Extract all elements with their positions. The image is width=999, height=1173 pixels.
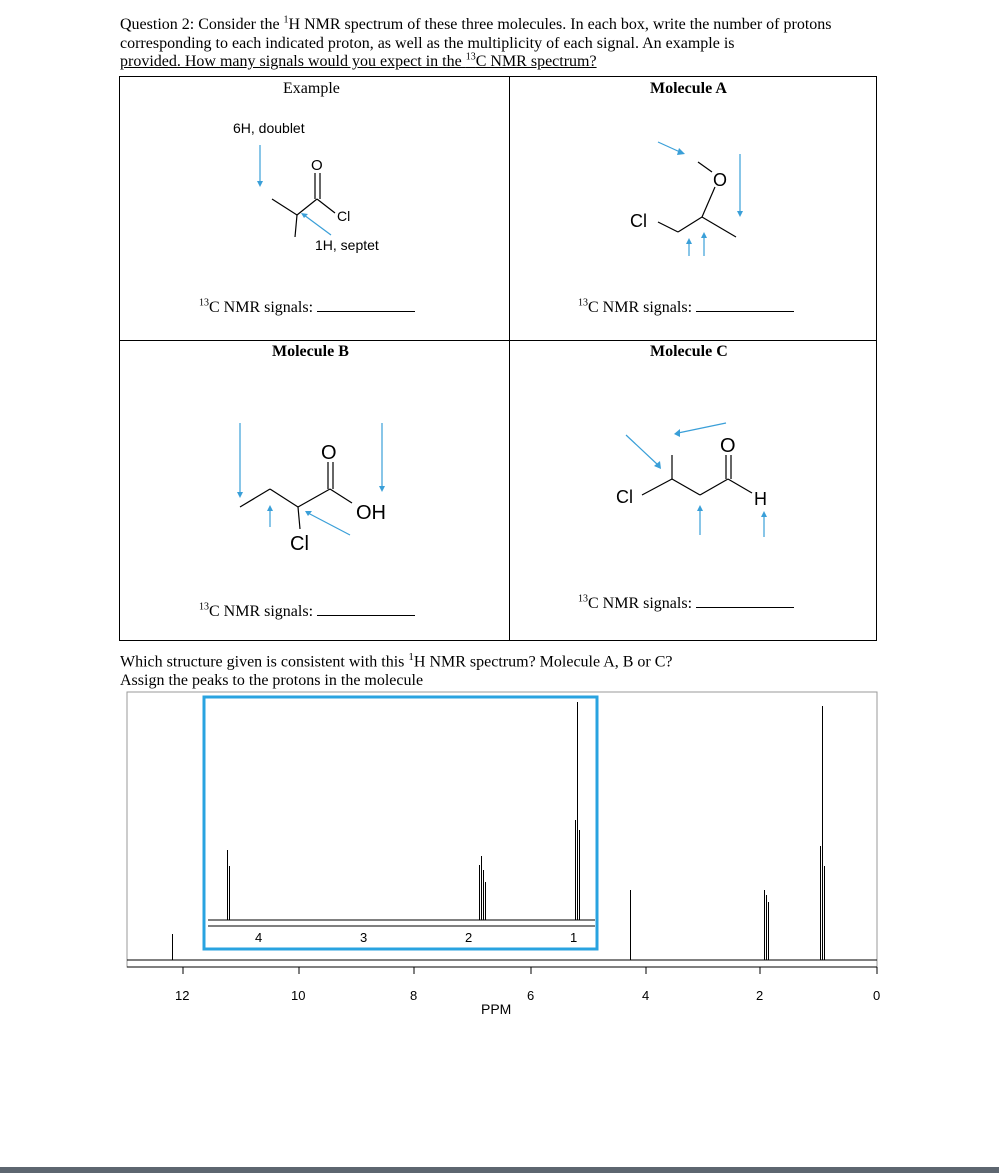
molecule-b-arrow-3 bbox=[308, 513, 350, 535]
main-tick-label: 6 bbox=[527, 988, 535, 1003]
main-tick-label: 4 bbox=[642, 988, 650, 1003]
molecule-a-atom-o: O bbox=[713, 170, 728, 190]
inset-tick-label: 1 bbox=[570, 930, 578, 945]
molecule-c-signals: $^{13}$C NMR signals: bbox=[578, 595, 794, 613]
spectrum-xlabel: PPM bbox=[481, 1001, 512, 1017]
peak-12ppm bbox=[169, 934, 173, 960]
example-molecule bbox=[220, 117, 420, 257]
molecule-b-signals: $^{13}$C NMR signals: bbox=[199, 603, 415, 621]
main-tick-label: 8 bbox=[410, 988, 418, 1003]
molecule-a-structure bbox=[600, 132, 800, 272]
molecule-a-arrow-1 bbox=[658, 142, 680, 152]
inset-peak-1ppm bbox=[574, 702, 580, 920]
example-label-top: 6H, doublet bbox=[233, 120, 305, 136]
main-tick-label: 0 bbox=[873, 988, 881, 1003]
peak-1ppm bbox=[819, 706, 825, 960]
inset-peak-2ppm bbox=[478, 856, 486, 920]
molecule-a-atom-cl: Cl bbox=[630, 211, 647, 231]
molecule-b-structure bbox=[220, 407, 440, 567]
main-tick-label: 12 bbox=[175, 988, 190, 1003]
molecule-c-title: Molecule C bbox=[650, 343, 728, 360]
inset-tick-label: 4 bbox=[255, 930, 263, 945]
molecule-c-signals-blank[interactable] bbox=[696, 595, 794, 608]
molecule-c-structure bbox=[600, 407, 840, 567]
example-signals: $^{13}$C NMR signals: bbox=[199, 299, 415, 317]
inset-tick-label: 2 bbox=[465, 930, 473, 945]
molecule-b-atom-o: O bbox=[321, 442, 337, 464]
molecule-grid bbox=[119, 76, 877, 641]
molecule-c-atom-cl: Cl bbox=[616, 487, 633, 507]
peak-2ppm bbox=[763, 890, 769, 960]
bottom-bar bbox=[0, 1167, 999, 1173]
inset-tick-label: 3 bbox=[360, 930, 368, 945]
molecule-b-signals-blank[interactable] bbox=[317, 603, 415, 616]
spectrum-inset-frame bbox=[204, 697, 597, 949]
grid-divider-horizontal bbox=[120, 340, 876, 341]
molecule-c-arrow-2 bbox=[678, 423, 726, 433]
main-tick-label: 10 bbox=[291, 988, 306, 1003]
main-axis-ticks bbox=[175, 967, 880, 1003]
example-arrow-ch bbox=[304, 215, 331, 235]
molecule-c-arrow-1 bbox=[626, 435, 658, 465]
molecule-a-signals-blank[interactable] bbox=[696, 299, 794, 312]
example-signals-blank[interactable] bbox=[317, 299, 415, 312]
molecule-c-atom-h: H bbox=[754, 489, 767, 509]
question-2-text: Which structure given is consistent with this $^1$H NMR spectrum? Molecule A, B or C? Assign the peaks to the protons in the molecule bbox=[120, 651, 673, 690]
grid-divider-vertical bbox=[509, 77, 510, 640]
molecule-a-signals: $^{13}$C NMR signals: bbox=[578, 299, 794, 317]
molecule-c-atom-o: O bbox=[720, 435, 736, 457]
molecule-a-title: Molecule A bbox=[650, 80, 727, 97]
inset-axis-ticks bbox=[255, 930, 577, 945]
molecule-b-atom-cl: Cl bbox=[290, 533, 309, 555]
peak-4ppm bbox=[629, 890, 631, 960]
molecule-b-atom-oh: OH bbox=[356, 502, 386, 524]
inset-peak-4ppm bbox=[226, 850, 230, 920]
example-title: Example bbox=[283, 80, 340, 97]
molecule-b-title: Molecule B bbox=[272, 343, 349, 360]
inset-spectrum-peaks bbox=[226, 702, 580, 920]
main-tick-label: 2 bbox=[756, 988, 764, 1003]
main-spectrum-peaks bbox=[169, 706, 825, 960]
question-text: Question 2: Consider the $^1$H NMR spectrum of these three molecules. In each box, write the number of protons corresponding to each indicated proton, as well as the multiplicity of each signal. An example is provided. How many signals would you expect in the $^{13}$C NMR spectrum? bbox=[120, 14, 832, 70]
example-atom-o: O bbox=[311, 157, 323, 174]
example-label-bottom: 1H, septet bbox=[315, 237, 379, 253]
example-atom-cl: Cl bbox=[337, 208, 351, 224]
nmr-spectrum bbox=[119, 690, 879, 1020]
